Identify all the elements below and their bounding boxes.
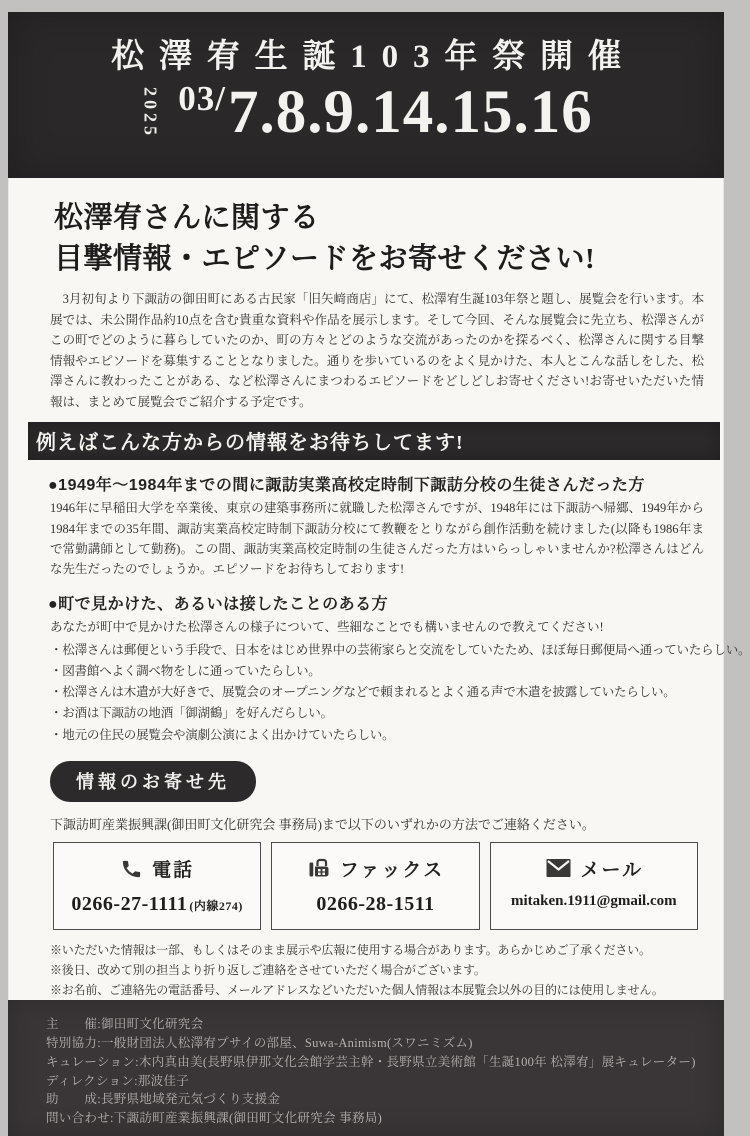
contact-value-phone: 0266-27-1111 (内線274) — [71, 892, 243, 915]
list-item: ・松澤さんは木遣が大好きで、展覧会のオープニングなどで頼まれるとよく通る声で木遣を披露していたらしい。 — [50, 685, 676, 700]
contact-card-mail — [490, 842, 698, 930]
episode-bullet-list — [50, 640, 750, 746]
contact-card-phone — [53, 842, 261, 930]
note-line: ※お名前、ご連絡先の電話番号、メールアドレスなどいただいた個人情報は本展覧会以外の目的には使用しません。 — [50, 983, 664, 998]
credit-line-inquiry: 問い合わせ:下諏訪町産業振興課(御田町文化研究会 事務局) — [46, 1111, 383, 1126]
credits-footer — [8, 1000, 724, 1136]
lead-paragraph: 3月初旬より下諏訪の御田町にある古民家「旧矢﨑商店」にて、松澤宥生誕103年祭と題し、展覧会を行います。本展では、未公開作品約10点を含む貴重な資料や作品を展示します。そして今回、そんな展覧会に先立ち、松澤さんがこの町でどのように暮らしていたのか、町の方々とどのような交流があったのかを探るべく、松澤さんに関する目撃情報やエピソードを募集することとなりました。通りを歩いているのをよく見かけた、本人とこんな話しをした、松澤さんに教わったことがある、など松澤さんにまつわるエピソードをどしどしお寄せください!お寄せいただいた情報は、まとめて展覧会でご紹介する予定です。 — [50, 292, 704, 409]
note-line: ※後日、改めて別の担当より折り返しご連絡をさせていただく場合がございます。 — [50, 963, 486, 977]
lead-heading-line1: 松澤宥さんに関する — [54, 202, 320, 234]
list-item: ・お酒は下諏訪の地酒「御湖鶴」を好んだらしい。 — [50, 706, 333, 721]
contact-card-phone-header — [58, 855, 256, 882]
section-heading-students: ●1949年〜1984年までの間に諏訪実業高校定時制下諏訪分校の生徒さんだった方 — [48, 477, 645, 495]
event-year-vertical: 2025 — [140, 87, 161, 139]
fax-icon — [307, 856, 331, 880]
event-month: 03/ — [178, 79, 226, 118]
contact-value-email: mitaken.1911@gmail.com — [511, 892, 677, 909]
event-date — [8, 81, 724, 171]
credit-line-special-support: 特別協力:一般財団法人松澤宥プサイの部屋、Suwa-Animism(スワニミズム) — [46, 1036, 473, 1051]
contact-intro: 下諏訪町産業振興課(御田町文化研究会 事務局)まで以下のいずれかの方法でご連絡ください。 — [50, 816, 595, 832]
contact-card-mail-header — [495, 855, 693, 882]
section-heading-townspeople: ●町で見かけた、あるいは接したことのある方 — [48, 596, 389, 614]
contact-card-fax — [271, 842, 479, 930]
phone-extension: (内線274) — [189, 898, 243, 913]
info-wanted-banner-label: 例えばこんな方からの情報をお待ちしてます! — [36, 432, 464, 455]
event-title: 松澤宥生誕103年祭開催 — [111, 39, 636, 75]
lead-heading-line2: 目撃情報・エピソードをお寄せください! — [54, 243, 596, 276]
note-line: ※いただいた情報は一部、もしくはそのまま展示や広報に使用する場合があります。あらかじめご了承ください。 — [50, 942, 651, 957]
contact-card-fax-header — [276, 855, 474, 882]
scanned-flyer-page — [8, 12, 750, 1126]
credit-line-grant: 助 成:長野県地域発元気づくり支援金 — [46, 1092, 281, 1107]
lead-heading — [54, 198, 706, 280]
credit-line-organizer: 主 催:御田町文化研究会 — [46, 1017, 204, 1032]
event-days: 7.8.9.14.15.16 — [227, 79, 593, 146]
disclaimer-notes — [50, 940, 706, 1000]
masthead — [8, 12, 724, 178]
phone-icon — [120, 857, 143, 880]
list-item: ・松澤さんは郵便という手段で、日本をはじめ世界中の芸術家らと交流をしていたため、ほぼ毎日郵便局へ通っていたらしい。 — [50, 642, 750, 657]
credit-line-direction: ディレクション:那波佳子 — [46, 1073, 190, 1088]
contact-value-fax: 0266-28-1511 — [316, 892, 435, 915]
contact-label: メール — [580, 859, 644, 881]
info-wanted-banner — [28, 422, 720, 460]
section-paragraph-students: 1946年に早稲田大学を卒業後、東京の建築事務所に就職した松澤さんですが、1948年には下諏訪へ帰郷、1949年から1984年までの35年間、諏訪実業高校定時制下諏訪分校にて教鞭をとりながら創作活動を続けました(以降も1986年まで常勤講師として勤務)。この間、諏訪実業高校定時制の生徒さんだった方はいらっしゃいませんか?松澤さんはどんな先生だったのでしょうか。エピソードをお待ちしております! — [50, 501, 704, 577]
mail-icon — [545, 857, 572, 879]
credit-line-curation: キュレーション:木内真由美(長野県伊那文化会館学芸主幹・長野県立美術館「生誕100年 松澤宥」展キュレーター) — [46, 1054, 696, 1069]
list-item: ・地元の住民の展覧会や演劇公演によく出かけていたらしい。 — [50, 727, 395, 742]
contact-label: 電話 — [152, 859, 195, 881]
flyer-body — [8, 178, 750, 1000]
contact-cards — [53, 842, 706, 930]
list-item: ・図書館へよく調べ物をしに通っていたらしい。 — [50, 663, 321, 678]
section-paragraph-townspeople: あなたが町中で見かけた松澤さんの様子について、些細なことでも構いませんので教えてください! — [50, 620, 604, 635]
contact-label: ファックス — [339, 859, 445, 881]
contact-pill: 情報のお寄せ先 — [50, 761, 256, 802]
